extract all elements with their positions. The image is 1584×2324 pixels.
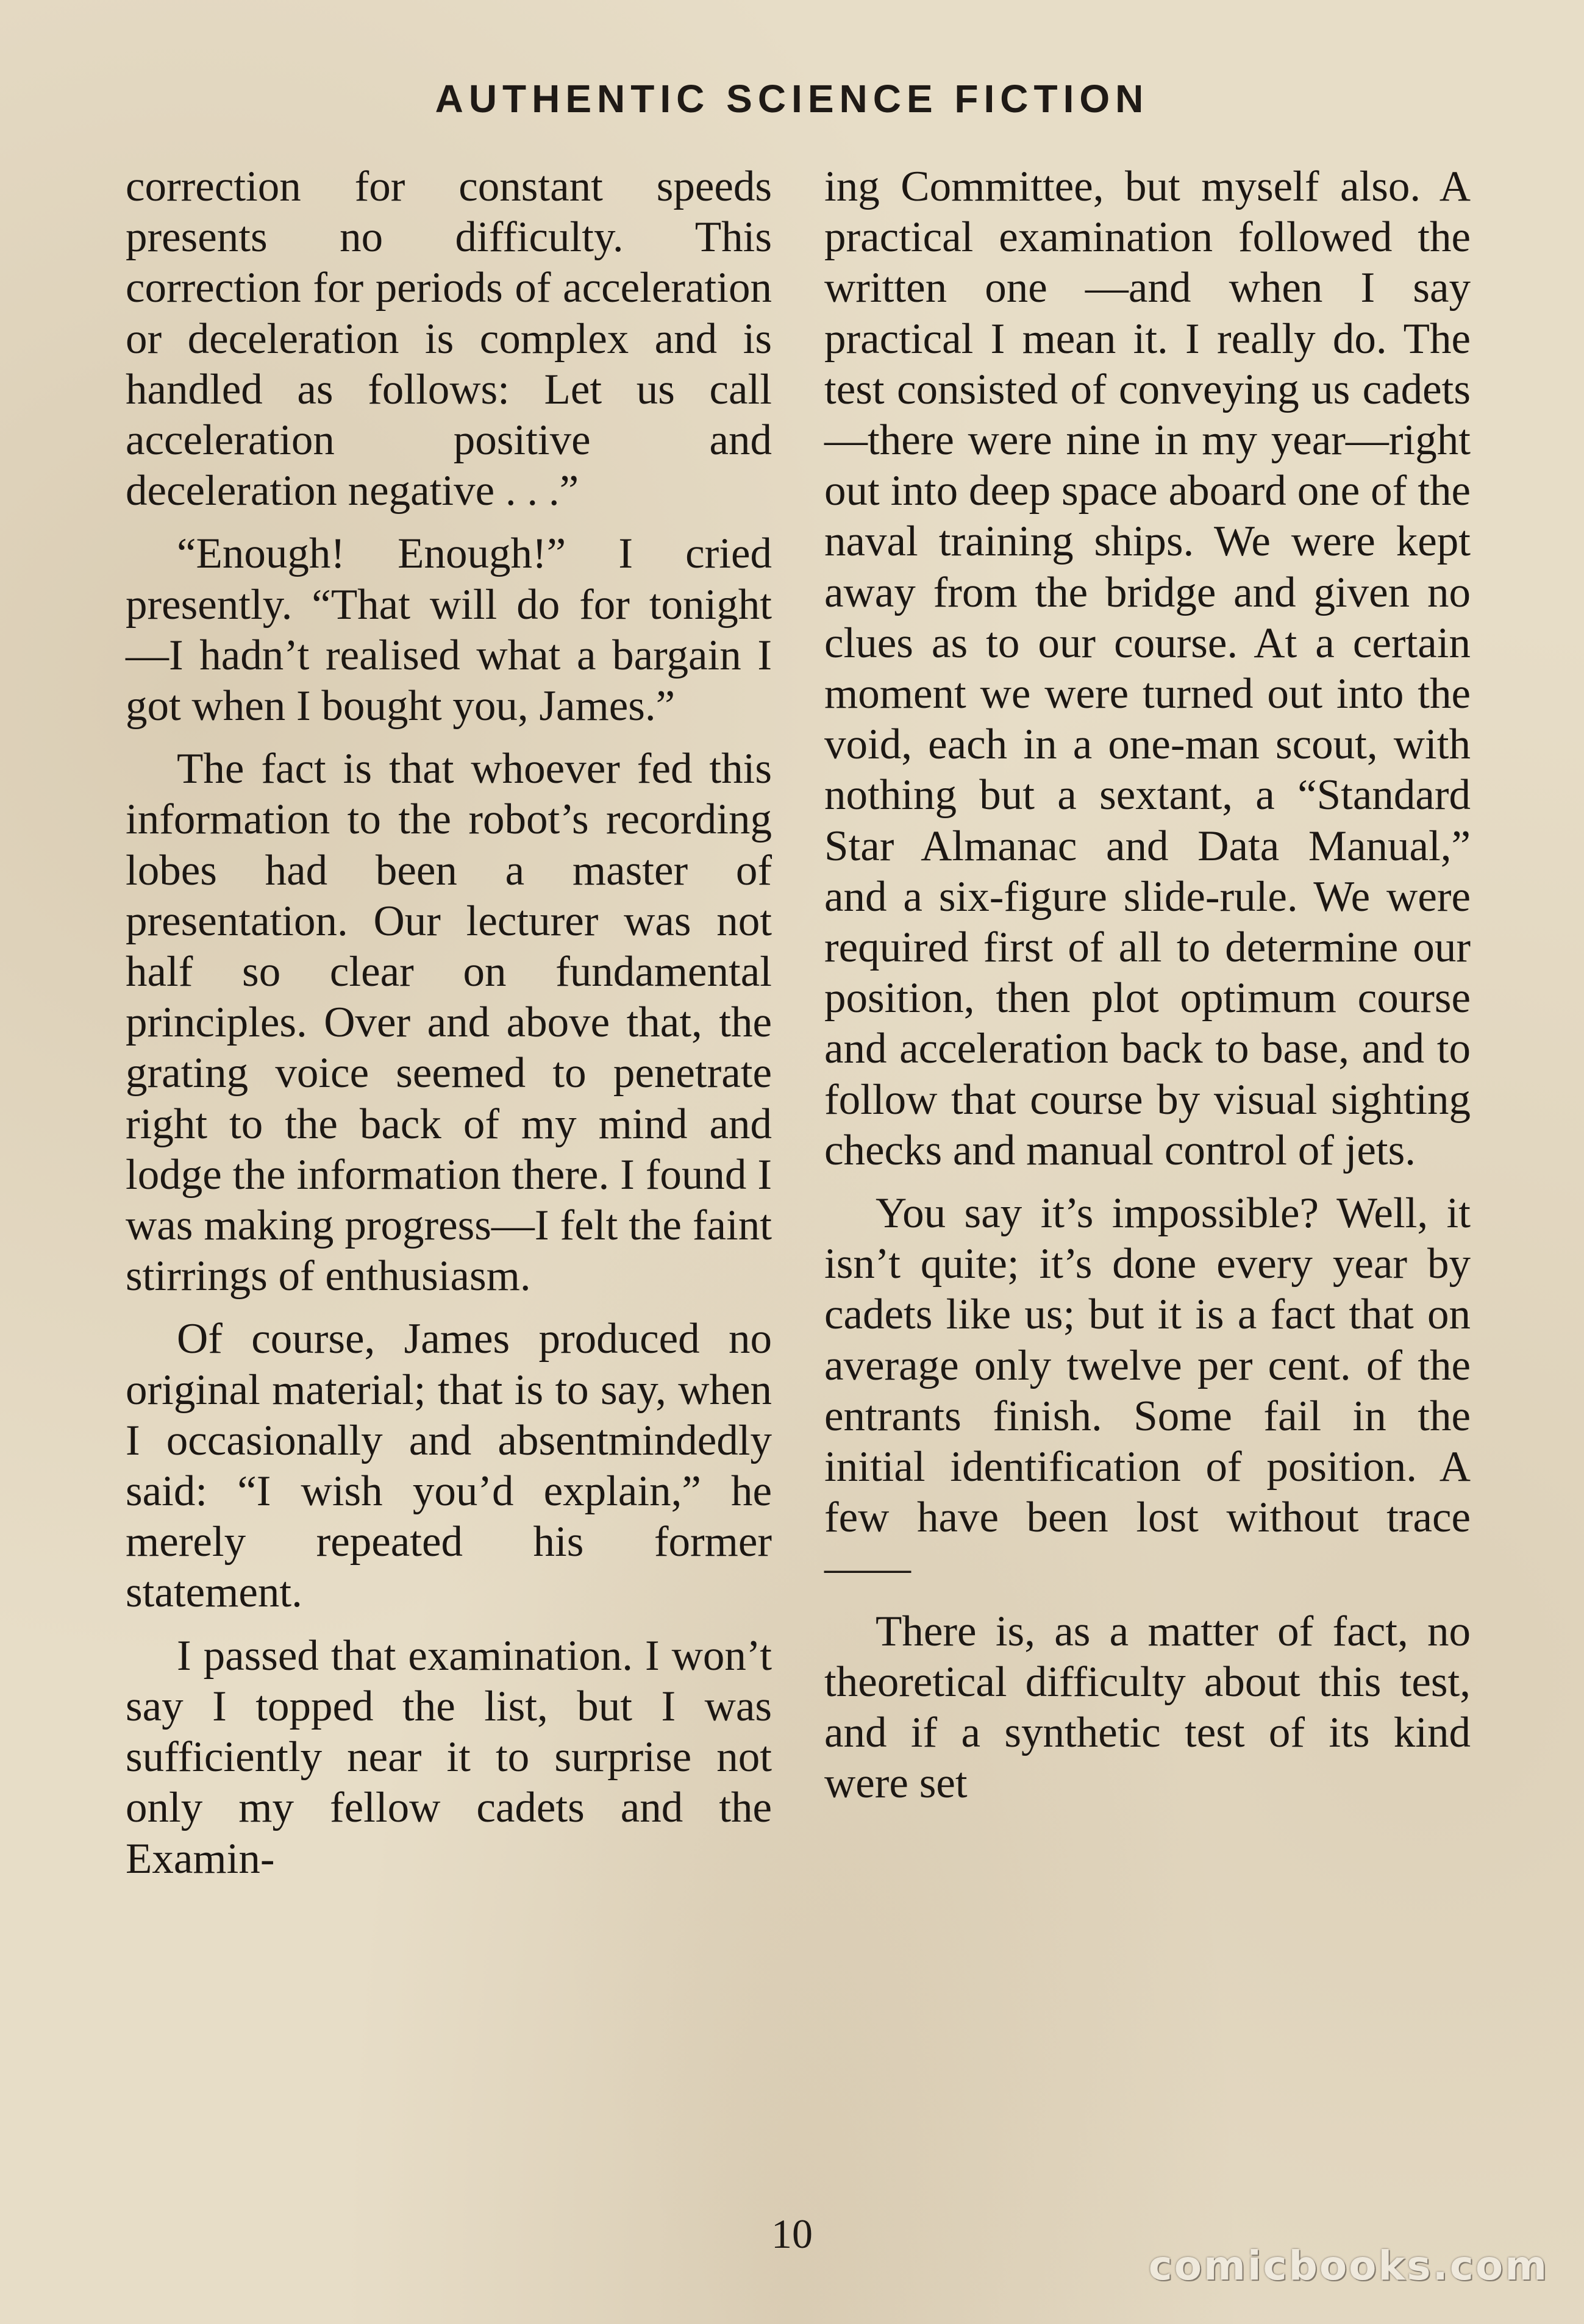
paragraph: You say it’s impossible? Well, it isn’t quite; it’s done every year by cadets like us; but it is a fact that on average only twelve per cent. of the entrants finish. Some fail in the initial identification of position. A few have been lost without trace—— xyxy=(824,1189,1471,1592)
paragraph: There is, as a matter of fact, no theoretical difficulty about this test, and if a synthetic test of its kind were set xyxy=(824,1607,1471,1808)
paragraph: The fact is that whoever fed this information to the robot’s recording lobes had been a master of presentation. Our lecturer was not half so clear on fundamental principles. Over and above that, the grating voice seemed to penetrate right to the back of my mind and lodge the information there. I found I was making progress—I felt the faint stirrings of enthusiasm. xyxy=(126,745,772,1300)
paragraph: correction for constant speeds presents no difficulty. This correction for periods of acceleration or deceleration is complex and is handled as follows: Let us call acceleration positive and deceleration negative . . .” xyxy=(126,163,772,515)
paragraph: “Enough! Enough!” I cried presently. “That will do for tonight—I hadn’t realised what a bargain I got when I bought you, James.” xyxy=(126,530,772,730)
paragraph: Of course, James produced no original material; that is to say, when I occasionally and absentmindedly said: “I wish you’d explain,” he merely repeated his former statement. xyxy=(126,1315,772,1617)
left-column xyxy=(126,162,772,1897)
right-column xyxy=(824,162,1471,1822)
page-header: AUTHENTIC SCIENCE FICTION xyxy=(435,77,1149,121)
watermark: comicbooks.com xyxy=(1148,2242,1549,2289)
page-number: 10 xyxy=(771,2211,813,2257)
paragraph: I passed that examination. I won’t say I topped the list, but I was sufficiently near it to surprise not only my fellow cadets and the Examin- xyxy=(126,1631,772,1883)
paragraph: ing Committee, but myself also. A practical examination followed the written one —and when I say practical I mean it. I really do. The test consisted of conveying us cadets—there were nine in my year—right out into deep space aboard one of the naval training ships. We were kept away from the bridge and given no clues as to our course. At a certain moment we were turned out into the void, each in a one-man scout, with nothing but a sextant, a “Standard Star Almanac and Data Manual,” and a six-figure slide-rule. We were required first of all to determine our position, then plot optimum course and acceleration back to base, and to follow that course by visual sighting checks and manual control of jets. xyxy=(824,163,1471,1174)
